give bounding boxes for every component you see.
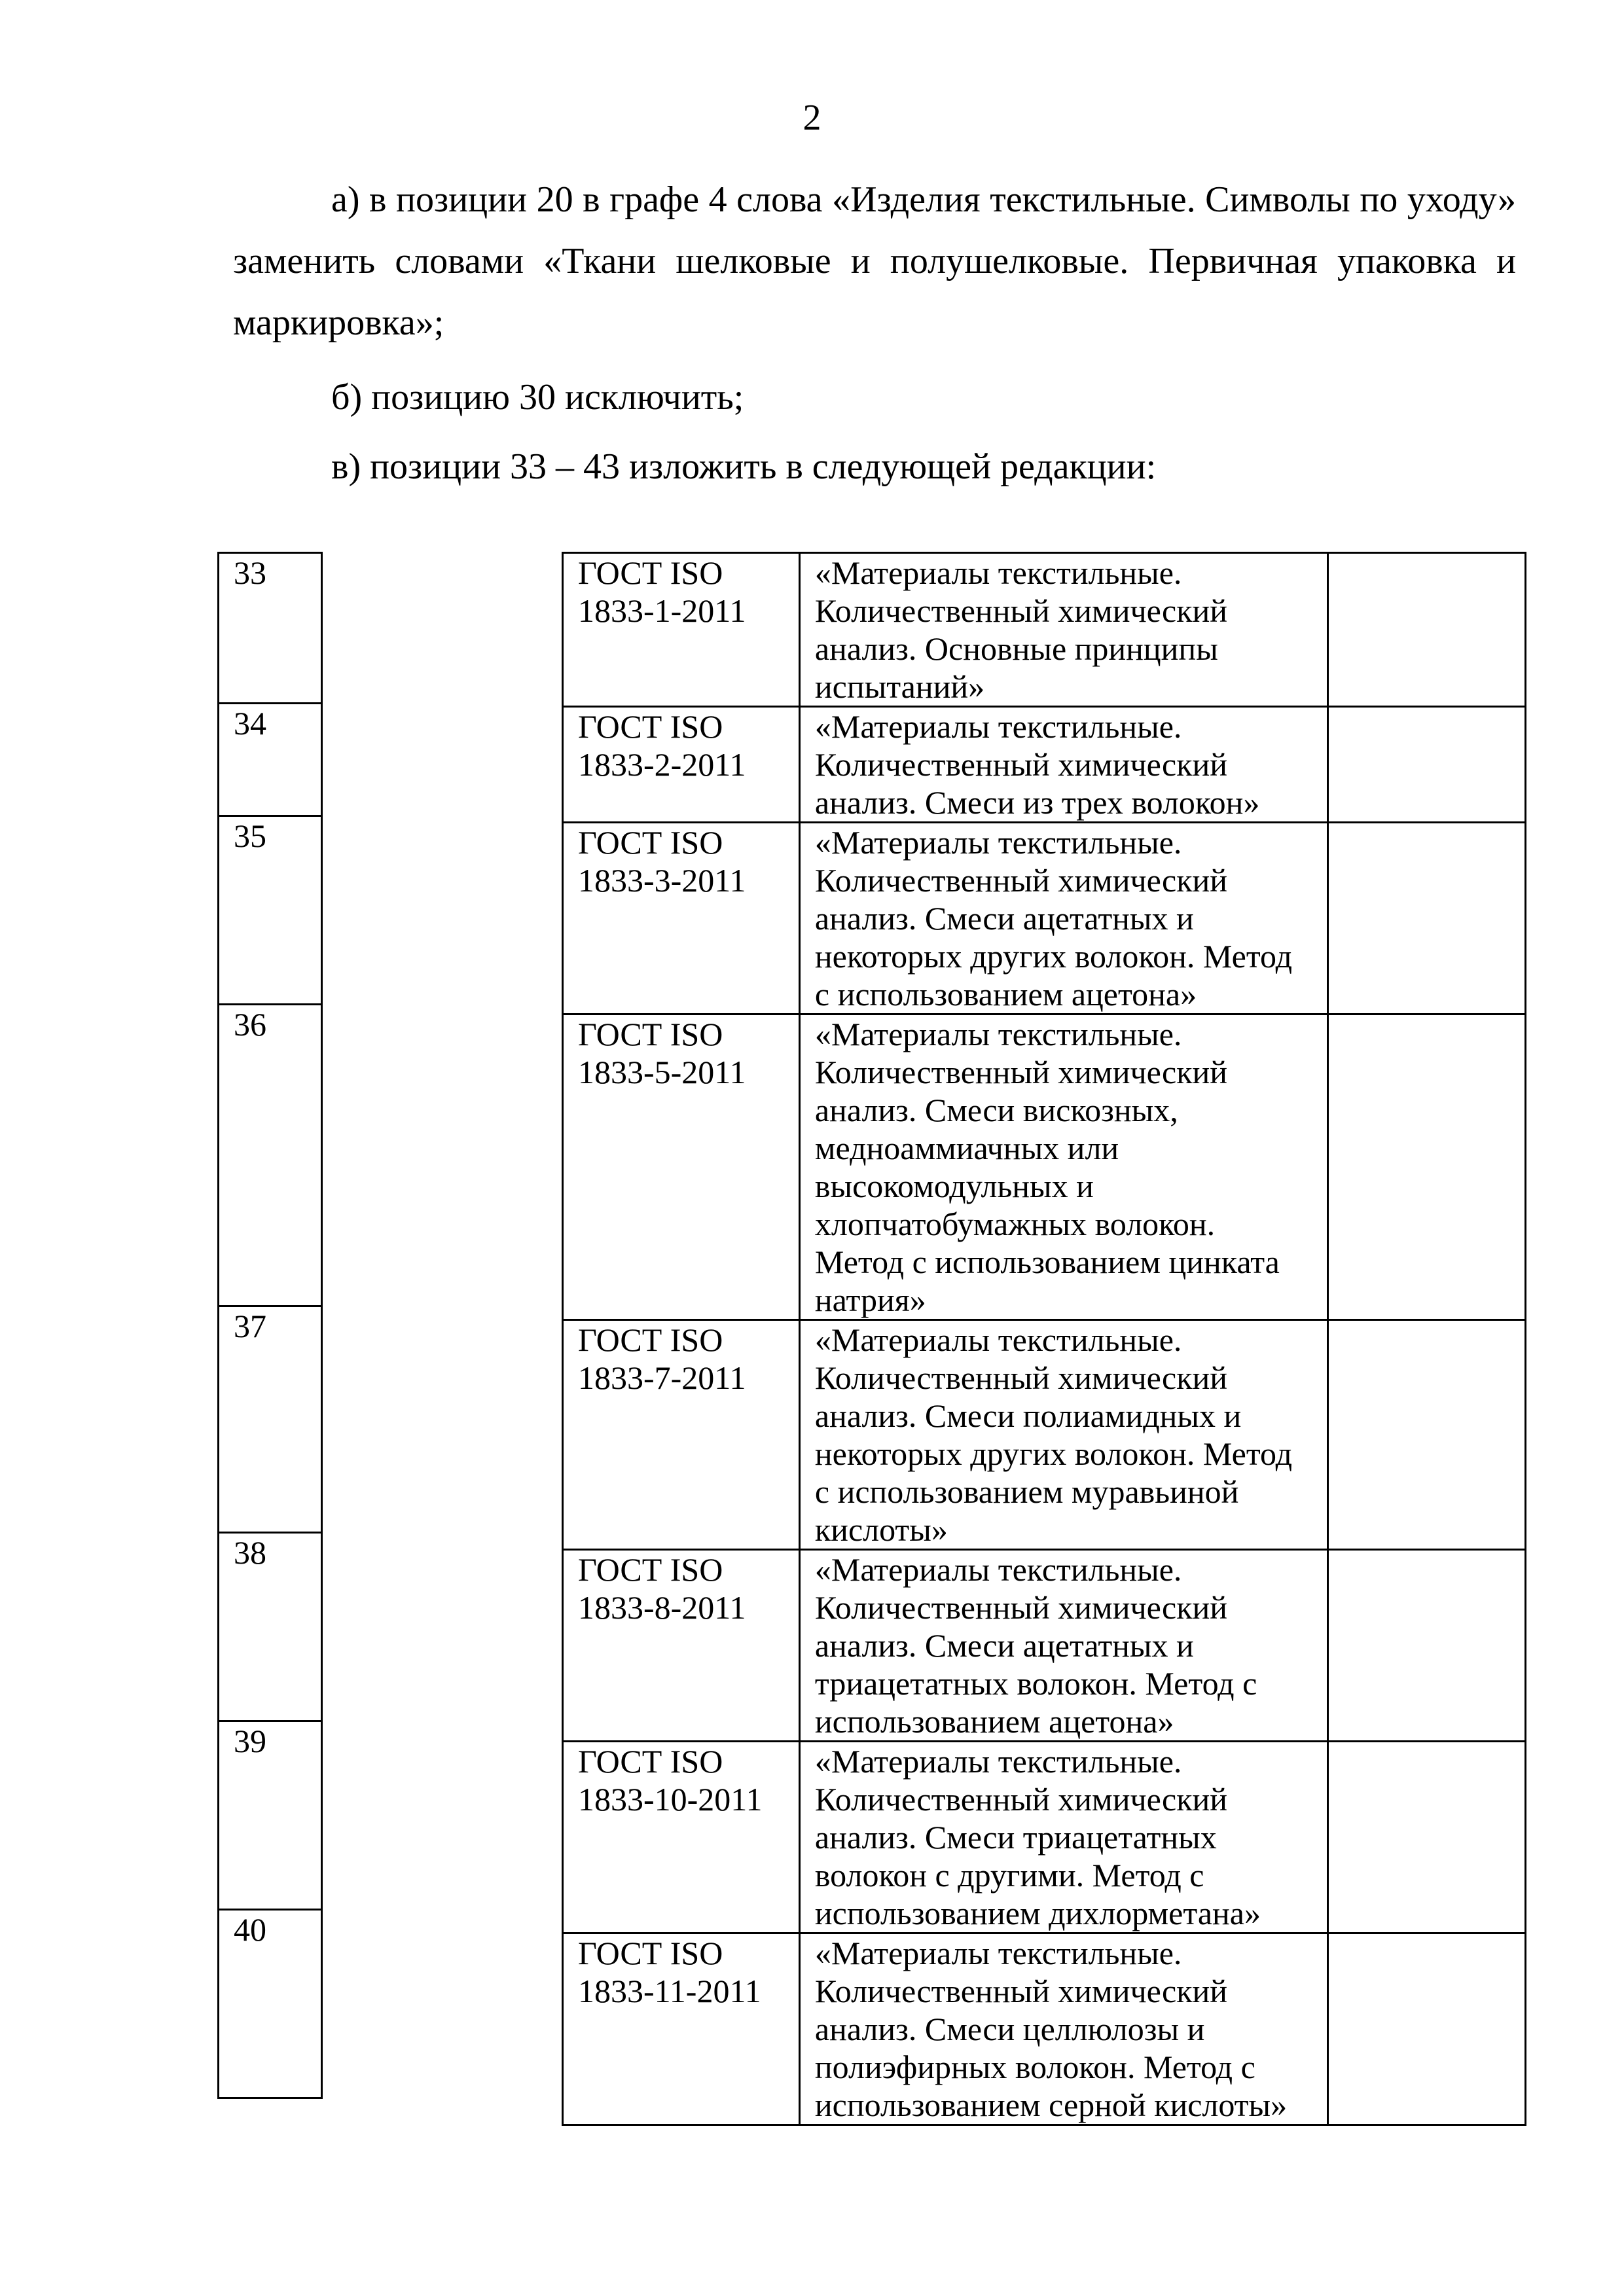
table-row [563,1933,1526,2125]
note-cell [1327,1320,1525,1550]
position-row [219,1306,322,1533]
note-cell [1327,553,1525,707]
standard-title-cell: «Материалы текстильные. Количественный химический анализ. Смеси вискозных, медноаммиачных или высокомодульных и хлопчатобумажных волокон. Метод с использованием цинката натрия» [799,1014,1327,1320]
standard-code-cell [563,1742,800,1933]
paragraph-a: а) в позиции 20 в графе 4 слова «Изделия текстильные. Символы по уходу» заменить словами «Ткани шелковые и полушелковые. Первичная упаковка и маркировка»; [233,179,1516,343]
note-cell [1327,1550,1525,1742]
position-number: 39 [219,1721,322,1910]
note-cell [1327,823,1525,1014]
table-row [563,1742,1526,1933]
position-row [219,1533,322,1721]
standard-code-number: 1833-3-2011 [578,862,746,899]
position-number: 38 [219,1533,322,1721]
standard-code-number: 1833-10-2011 [578,1781,763,1818]
position-number: 37 [219,1306,322,1533]
standard-code-number: 1833-11-2011 [578,1973,761,2009]
standard-code-number: 1833-7-2011 [578,1359,746,1396]
note-cell [1327,1933,1525,2125]
standard-code-prefix: ГОСТ ISO [578,708,723,745]
standard-title-cell: «Материалы текстильные. Количественный химический анализ. Смеси полиамидных и некоторых других волокон. Метод с использованием муравьиной кислоты» [799,1320,1327,1550]
position-number: 33 [219,553,322,704]
standard-code-prefix: ГОСТ ISO [578,824,723,861]
position-row [219,816,322,1005]
paragraph-c: в) позиции 33 – 43 изложить в следующей редакции: [331,446,1157,487]
standard-title-cell: «Материалы текстильные. Количественный химический анализ. Основные принципы испытаний» [799,553,1327,707]
position-row [219,704,322,816]
note-cell [1327,1742,1525,1933]
standards-table [562,552,1526,2126]
table-row [563,553,1526,707]
position-row [219,553,322,704]
standard-code-number: 1833-5-2011 [578,1054,746,1090]
note-cell [1327,707,1525,823]
table-row [563,1550,1526,1742]
standard-code-cell [563,707,800,823]
table-row [563,707,1526,823]
standard-code-cell [563,1933,800,2125]
standard-title-cell: «Материалы текстильные. Количественный химический анализ. Смеси из трех волокон» [799,707,1327,823]
standard-code-prefix: ГОСТ ISO [578,1016,723,1052]
standard-code-prefix: ГОСТ ISO [578,1321,723,1358]
standard-code-number: 1833-8-2011 [578,1589,746,1626]
standard-code-cell [563,1550,800,1742]
table-row [563,1320,1526,1550]
position-number: 35 [219,816,322,1005]
standard-title-cell: «Материалы текстильные. Количественный химический анализ. Смеси триацетатных волокон с другими. Метод с использованием дихлорметана» [799,1742,1327,1933]
standard-code-prefix: ГОСТ ISO [578,1551,723,1588]
standard-code-number: 1833-1-2011 [578,592,746,629]
standard-code-prefix: ГОСТ ISO [578,1743,723,1780]
position-number-table [217,552,323,2099]
standard-title-cell: «Материалы текстильные. Количественный химический анализ. Смеси ацетатных и триацетатных волокон. Метод с использованием ацетона» [799,1550,1327,1742]
standard-code-cell [563,1320,800,1550]
standard-code-cell [563,823,800,1014]
standard-code-prefix: ГОСТ ISO [578,554,723,591]
standard-code-cell [563,1014,800,1320]
table-row [563,823,1526,1014]
table-row [563,1014,1526,1320]
paragraph-b: б) позицию 30 исключить; [331,377,744,418]
standard-title-cell: «Материалы текстильные. Количественный химический анализ. Смеси ацетатных и некоторых других волокон. Метод с использованием ацетона» [799,823,1327,1014]
position-row [219,1910,322,2098]
position-number: 34 [219,704,322,816]
standard-title-cell: «Материалы текстильные. Количественный химический анализ. Смеси целлюлозы и полиэфирных волокон. Метод с использованием серной кислоты» [799,1933,1327,2125]
position-row [219,1005,322,1306]
page-number: 2 [803,98,821,138]
note-cell [1327,1014,1525,1320]
standard-code-cell [563,553,800,707]
standard-code-number: 1833-2-2011 [578,746,746,783]
standard-code-prefix: ГОСТ ISO [578,1935,723,1971]
position-number: 36 [219,1005,322,1306]
position-row [219,1721,322,1910]
position-number: 40 [219,1910,322,2098]
